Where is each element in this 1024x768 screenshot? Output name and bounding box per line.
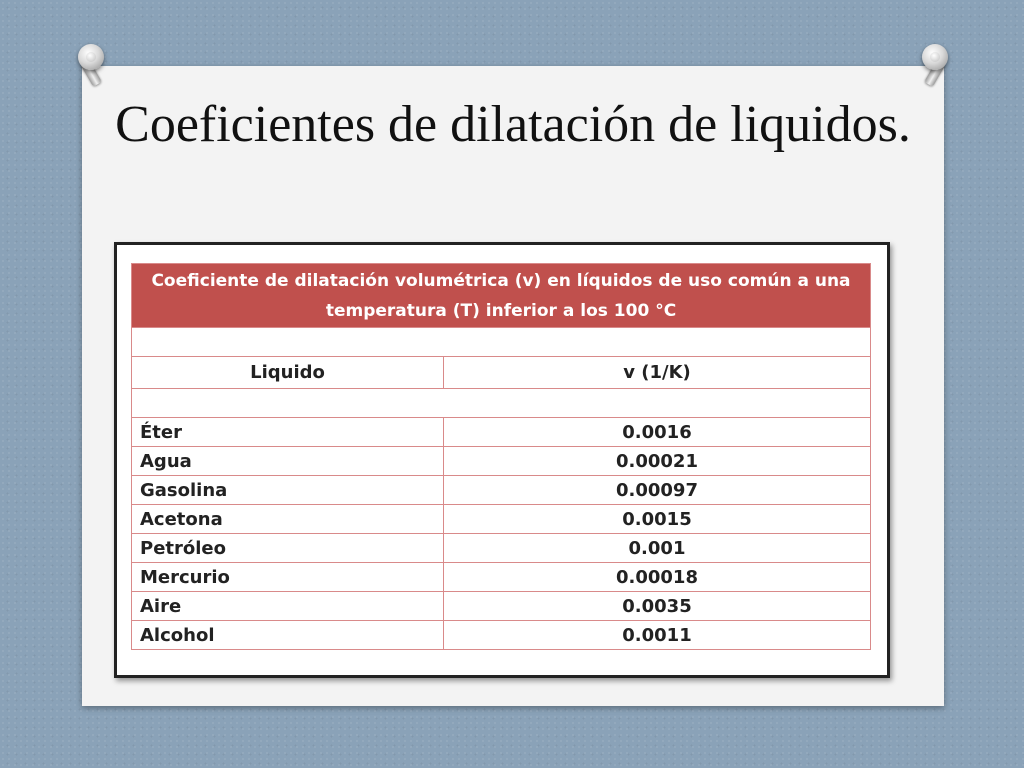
table-container bbox=[131, 263, 871, 650]
liquid-name-cell: Éter bbox=[132, 418, 444, 447]
liquid-name-cell: Acetona bbox=[132, 505, 444, 534]
table-header-cell: Coeficiente de dilatación volumétrica (v) en líquidos de uso común a una temperatura (T) inferior a los 100 °C bbox=[132, 264, 871, 328]
table-row bbox=[132, 447, 871, 476]
slide-title: Coeficientes de dilatación de liquidos. bbox=[115, 96, 911, 153]
liquid-name-cell: Gasolina bbox=[132, 476, 444, 505]
right-pushpin-icon bbox=[922, 44, 948, 70]
liquid-name-cell: Mercurio bbox=[132, 563, 444, 592]
table-row bbox=[132, 534, 871, 563]
coefficient-value-cell: 0.0035 bbox=[444, 592, 871, 621]
table-header-row bbox=[132, 264, 871, 328]
column-header-row bbox=[132, 357, 871, 389]
coefficient-value-cell: 0.00021 bbox=[444, 447, 871, 476]
liquid-name-cell: Agua bbox=[132, 447, 444, 476]
column-header-liquid: Liquido bbox=[132, 357, 444, 389]
liquid-name-cell: Petróleo bbox=[132, 534, 444, 563]
blank-row bbox=[132, 389, 871, 418]
table-row bbox=[132, 592, 871, 621]
blank-cell bbox=[132, 328, 871, 357]
coefficient-value-cell: 0.0015 bbox=[444, 505, 871, 534]
blank-row bbox=[132, 328, 871, 357]
coefficient-value-cell: 0.00018 bbox=[444, 563, 871, 592]
liquid-name-cell: Aire bbox=[132, 592, 444, 621]
liquid-name-cell: Alcohol bbox=[132, 621, 444, 650]
coefficient-table bbox=[131, 263, 871, 650]
coefficient-value-cell: 0.0016 bbox=[444, 418, 871, 447]
coefficient-value-cell: 0.0011 bbox=[444, 621, 871, 650]
table-row bbox=[132, 563, 871, 592]
table-image-frame bbox=[114, 242, 890, 678]
column-header-coefficient: v (1/K) bbox=[444, 357, 871, 389]
table-row bbox=[132, 505, 871, 534]
table-row bbox=[132, 621, 871, 650]
table-row bbox=[132, 418, 871, 447]
table-row bbox=[132, 476, 871, 505]
blank-cell bbox=[132, 389, 871, 418]
coefficient-value-cell: 0.001 bbox=[444, 534, 871, 563]
coefficient-value-cell: 0.00097 bbox=[444, 476, 871, 505]
left-pushpin-icon bbox=[78, 44, 104, 70]
